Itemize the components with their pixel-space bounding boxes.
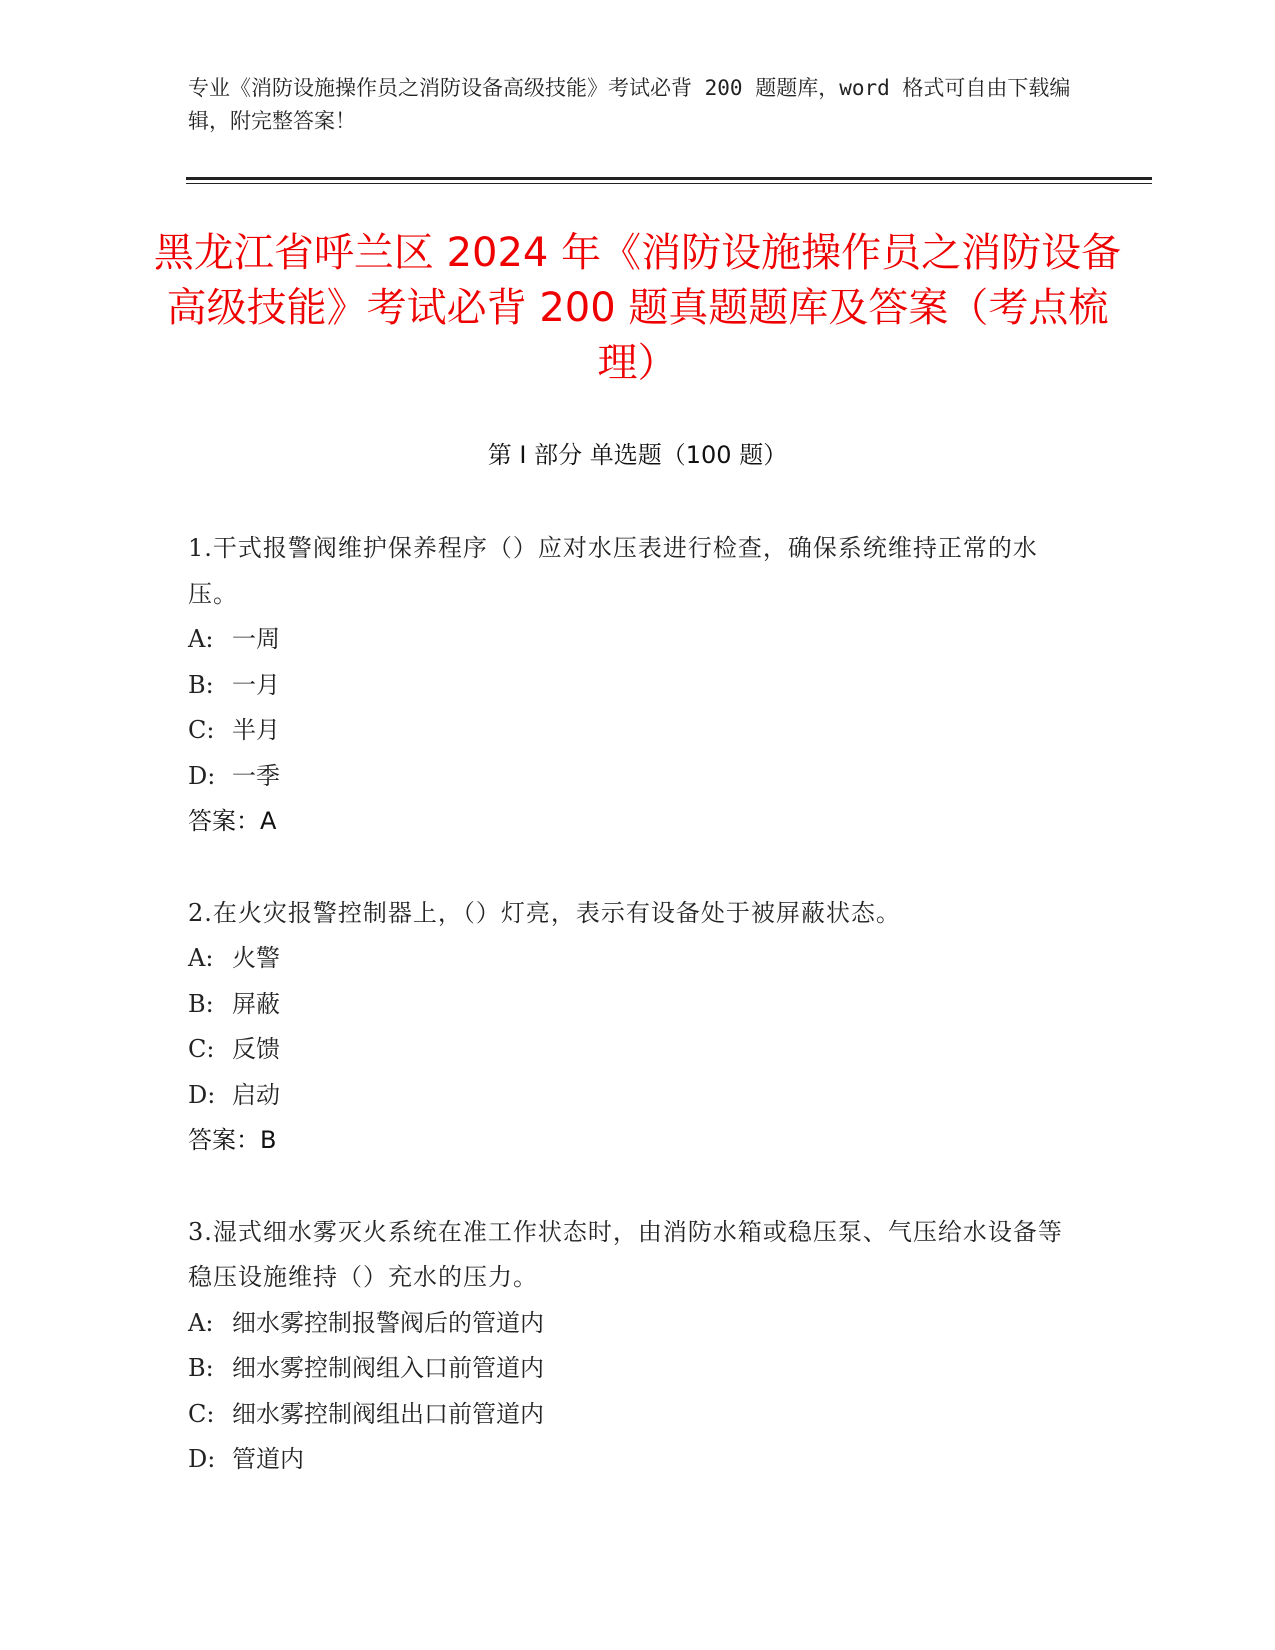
question-stem: 1.干式报警阀维护保养程序（）应对水压表进行检查，确保系统维持正常的水压。 xyxy=(188,534,1038,608)
option-letter: C: xyxy=(188,716,215,744)
option-letter: A: xyxy=(188,944,214,972)
option-letter: C: xyxy=(188,1399,215,1428)
option-text: 一季 xyxy=(232,761,280,790)
option-letter: D: xyxy=(188,1080,216,1109)
section-title: 第 I 部分 单选题（100 题） xyxy=(487,441,788,469)
question-list xyxy=(188,526,1068,1529)
option-a xyxy=(188,617,1068,663)
option-d xyxy=(188,754,1068,800)
option-b xyxy=(188,663,1068,709)
option-letter: A: xyxy=(188,1308,214,1337)
option-c xyxy=(188,1027,1068,1073)
option-letter: B: xyxy=(188,1354,214,1382)
option-text: 一周 xyxy=(232,625,280,653)
document-title: 黑龙江省呼兰区 2024 年《消防设施操作员之消防设备高级技能》考试必背 200 题真题题库及答案（考点梳理） xyxy=(153,230,1122,386)
option-letter: D: xyxy=(188,1445,216,1473)
option-text: 启动 xyxy=(232,1080,280,1109)
question-3 xyxy=(188,1210,1068,1483)
option-text: 细水雾控制阀组入口前管道内 xyxy=(232,1354,544,1382)
option-text: 细水雾控制阀组出口前管道内 xyxy=(232,1399,544,1428)
option-text: 屏蔽 xyxy=(232,989,280,1018)
answer-line: 答案：B xyxy=(188,1126,277,1154)
option-letter: C: xyxy=(188,1035,215,1063)
option-text: 管道内 xyxy=(232,1445,304,1473)
header-divider-thin xyxy=(186,183,1152,184)
option-c xyxy=(188,708,1068,754)
option-a xyxy=(188,936,1068,982)
option-letter: B: xyxy=(188,989,214,1018)
option-b xyxy=(188,1346,1068,1392)
option-text: 细水雾控制报警阀后的管道内 xyxy=(232,1308,544,1337)
option-c xyxy=(188,1392,1068,1438)
question-1 xyxy=(188,526,1068,845)
option-d xyxy=(188,1073,1068,1119)
option-d xyxy=(188,1437,1068,1483)
header-divider-thick xyxy=(186,177,1152,180)
option-a xyxy=(188,1301,1068,1347)
option-letter: B: xyxy=(188,670,214,699)
option-text: 一月 xyxy=(232,670,280,699)
option-text: 反馈 xyxy=(232,1035,280,1063)
answer-line: 答案：A xyxy=(188,807,277,835)
question-stem: 3.湿式细水雾灭火系统在准工作状态时，由消防水箱或稳压泵、气压给水设备等稳压设施维持（）充水的压力。 xyxy=(188,1217,1063,1291)
header-note: 专业《消防设施操作员之消防设备高级技能》考试必背 200 题题库，word 格式可自由下载编辑，附完整答案！ xyxy=(188,76,1071,133)
question-stem: 2.在火灾报警控制器上，（）灯亮，表示有设备处于被屏蔽状态。 xyxy=(188,898,901,927)
option-b xyxy=(188,982,1068,1028)
option-text: 火警 xyxy=(232,944,280,972)
option-letter: A: xyxy=(188,625,214,653)
question-2 xyxy=(188,891,1068,1164)
option-letter: D: xyxy=(188,761,216,790)
option-text: 半月 xyxy=(232,716,280,744)
